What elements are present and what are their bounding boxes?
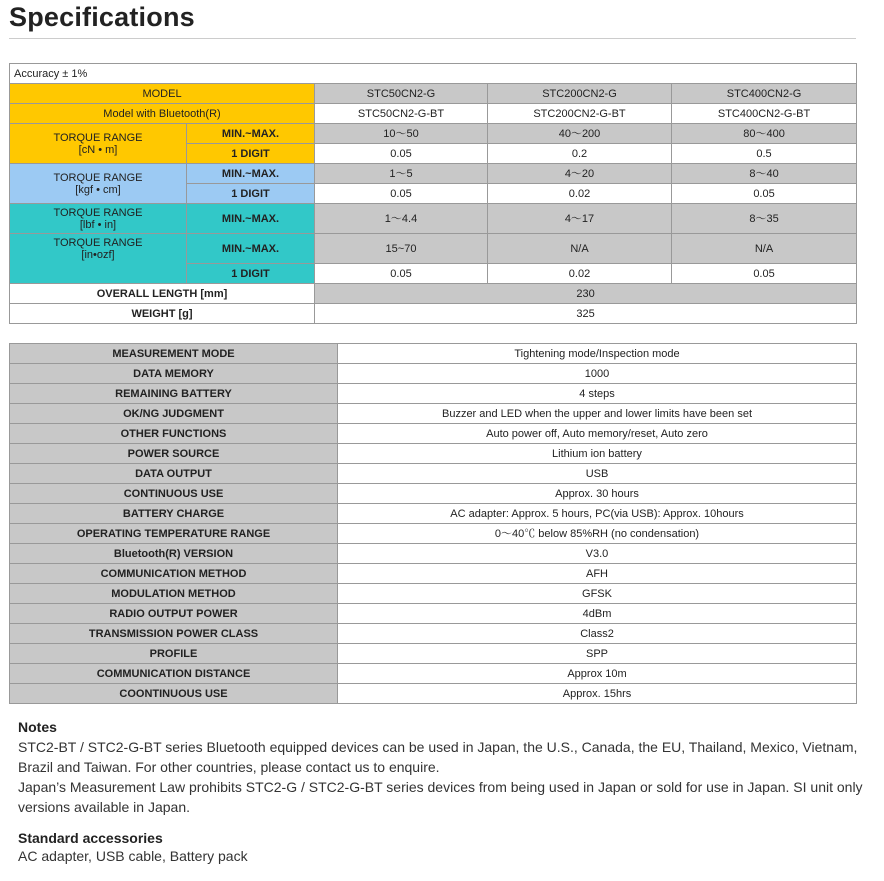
- feature-table: [9, 343, 857, 704]
- digit-value: 0.05: [315, 144, 488, 164]
- feature-value: 4 steps: [338, 384, 857, 404]
- feature-value: Approx 10m: [338, 664, 857, 684]
- feature-label: OPERATING TEMPERATURE RANGE: [10, 524, 338, 544]
- minmax-label: MIN.~MAX.: [187, 164, 315, 184]
- bt-model-name: STC50CN2-G-BT: [315, 104, 488, 124]
- model-name: STC200CN2-G: [488, 84, 672, 104]
- feature-value: Approx. 15hrs: [338, 684, 857, 704]
- feature-value: GFSK: [338, 584, 857, 604]
- minmax-label: MIN.~MAX.: [187, 234, 315, 264]
- feature-label: DATA OUTPUT: [10, 464, 338, 484]
- torque-cn-label: TORQUE RANGE [cN • m]: [10, 124, 187, 164]
- digit-value: 0.05: [315, 184, 488, 204]
- torque-value: 15~70: [315, 234, 488, 264]
- table-row: [10, 444, 857, 464]
- digit-value: 0.5: [672, 144, 857, 164]
- length-label: OVERALL LENGTH [mm]: [10, 284, 315, 304]
- notes-text: STC2-BT / STC2-G-BT series Bluetooth equipped devices can be used in Japan, the U.S., Canada, the EU, Thailand, Mexico, Vietnam, Brazil and Taiwan. For other countries, please contact us to enquire.: [18, 739, 858, 775]
- digit-label: 1 DIGIT: [187, 144, 315, 164]
- bt-model-name: STC200CN2-G-BT: [488, 104, 672, 124]
- feature-value: Buzzer and LED when the upper and lower limits have been set: [338, 404, 857, 424]
- notes-heading: Notes: [18, 719, 57, 735]
- feature-value: Auto power off, Auto memory/reset, Auto zero: [338, 424, 857, 444]
- feature-label: BATTERY CHARGE: [10, 504, 338, 524]
- feature-label: TRANSMISSION POWER CLASS: [10, 624, 338, 644]
- minmax-label: MIN.~MAX.: [187, 204, 315, 234]
- accuracy-note: Accuracy ± 1%: [10, 64, 857, 84]
- feature-label: MODULATION METHOD: [10, 584, 338, 604]
- table-row: [10, 564, 857, 584]
- bt-model-label: Model with Bluetooth(R): [10, 104, 315, 124]
- digit-value: 0.05: [672, 184, 857, 204]
- length-value: 230: [315, 284, 857, 304]
- table-row: [10, 544, 857, 564]
- table-row: [10, 664, 857, 684]
- feature-value: V3.0: [338, 544, 857, 564]
- feature-value: USB: [338, 464, 857, 484]
- bt-model-name: STC400CN2-G-BT: [672, 104, 857, 124]
- digit-label: 1 DIGIT: [187, 264, 315, 284]
- torque-value: 1～5: [315, 164, 488, 184]
- feature-value: Approx. 30 hours: [338, 484, 857, 504]
- table-row: [10, 464, 857, 484]
- feature-value: 1000: [338, 364, 857, 384]
- feature-label: COONTINUOUS USE: [10, 684, 338, 704]
- torque-value: N/A: [672, 234, 857, 264]
- feature-label: DATA MEMORY: [10, 364, 338, 384]
- feature-label: REMAINING BATTERY: [10, 384, 338, 404]
- torque-value: 8～35: [672, 204, 857, 234]
- torque-value: N/A: [488, 234, 672, 264]
- minmax-label: MIN.~MAX.: [187, 124, 315, 144]
- feature-value: 4dBm: [338, 604, 857, 624]
- table-row: [10, 524, 857, 544]
- table-row: [10, 424, 857, 444]
- torque-lbf-label: TORQUE RANGE [lbf • in]: [10, 204, 187, 234]
- feature-label: PROFILE: [10, 644, 338, 664]
- feature-label: POWER SOURCE: [10, 444, 338, 464]
- spec-table: [9, 63, 857, 324]
- torque-value: 4～20: [488, 164, 672, 184]
- feature-value: SPP: [338, 644, 857, 664]
- feature-label: COMMUNICATION METHOD: [10, 564, 338, 584]
- table-row: [10, 344, 857, 364]
- feature-value: Class2: [338, 624, 857, 644]
- torque-value: 8～40: [672, 164, 857, 184]
- table-row: [10, 404, 857, 424]
- model-name: STC400CN2-G: [672, 84, 857, 104]
- digit-value: 0.02: [488, 264, 672, 284]
- accessories-heading: Standard accessories: [18, 830, 163, 846]
- feature-label: RADIO OUTPUT POWER: [10, 604, 338, 624]
- feature-label: COMMUNICATION DISTANCE: [10, 664, 338, 684]
- torque-value: 40～200: [488, 124, 672, 144]
- table-row: [10, 384, 857, 404]
- torque-ozf-label: TORQUE RANGE [in•ozf]: [10, 234, 187, 284]
- table-row: [10, 624, 857, 644]
- torque-value: 1～4.4: [315, 204, 488, 234]
- weight-value: 325: [315, 304, 857, 324]
- feature-label: OTHER FUNCTIONS: [10, 424, 338, 444]
- digit-label: 1 DIGIT: [187, 184, 315, 204]
- table-row: [10, 504, 857, 524]
- title-divider: [9, 38, 856, 39]
- digit-value: 0.05: [672, 264, 857, 284]
- feature-label: CONTINUOUS USE: [10, 484, 338, 504]
- table-row: [10, 484, 857, 504]
- page-title: Specifications: [9, 2, 195, 32]
- feature-value: AC adapter: Approx. 5 hours, PC(via USB): Approx. 10hours: [338, 504, 857, 524]
- digit-value: 0.2: [488, 144, 672, 164]
- table-row: [10, 604, 857, 624]
- torque-kgf-label: TORQUE RANGE [kgf • cm]: [10, 164, 187, 204]
- weight-label: WEIGHT [g]: [10, 304, 315, 324]
- digit-value: 0.05: [315, 264, 488, 284]
- feature-label: MEASUREMENT MODE: [10, 344, 338, 364]
- accessories-section: [18, 829, 868, 865]
- notes-section: [18, 717, 868, 817]
- table-row: [10, 644, 857, 664]
- accessories-text: AC adapter, USB cable, Battery pack: [18, 848, 248, 864]
- notes-text: Japan’s Measurement Law prohibits STC2-G / STC2-G-BT series devices from being used in Japan or sold for use in Japan. SI unit only versions available in Japan.: [18, 779, 863, 815]
- feature-value: AFH: [338, 564, 857, 584]
- feature-label: OK/NG JUDGMENT: [10, 404, 338, 424]
- torque-value: 80～400: [672, 124, 857, 144]
- table-row: [10, 684, 857, 704]
- feature-value: Lithium ion battery: [338, 444, 857, 464]
- feature-label: Bluetooth(R) VERSION: [10, 544, 338, 564]
- feature-value: 0～40℃ below 85%RH (no condensation): [338, 524, 857, 544]
- model-label: MODEL: [10, 84, 315, 104]
- model-name: STC50CN2-G: [315, 84, 488, 104]
- torque-value: 10～50: [315, 124, 488, 144]
- torque-value: 4～17: [488, 204, 672, 234]
- digit-value: 0.02: [488, 184, 672, 204]
- table-row: [10, 584, 857, 604]
- feature-value: Tightening mode/Inspection mode: [338, 344, 857, 364]
- table-row: [10, 364, 857, 384]
